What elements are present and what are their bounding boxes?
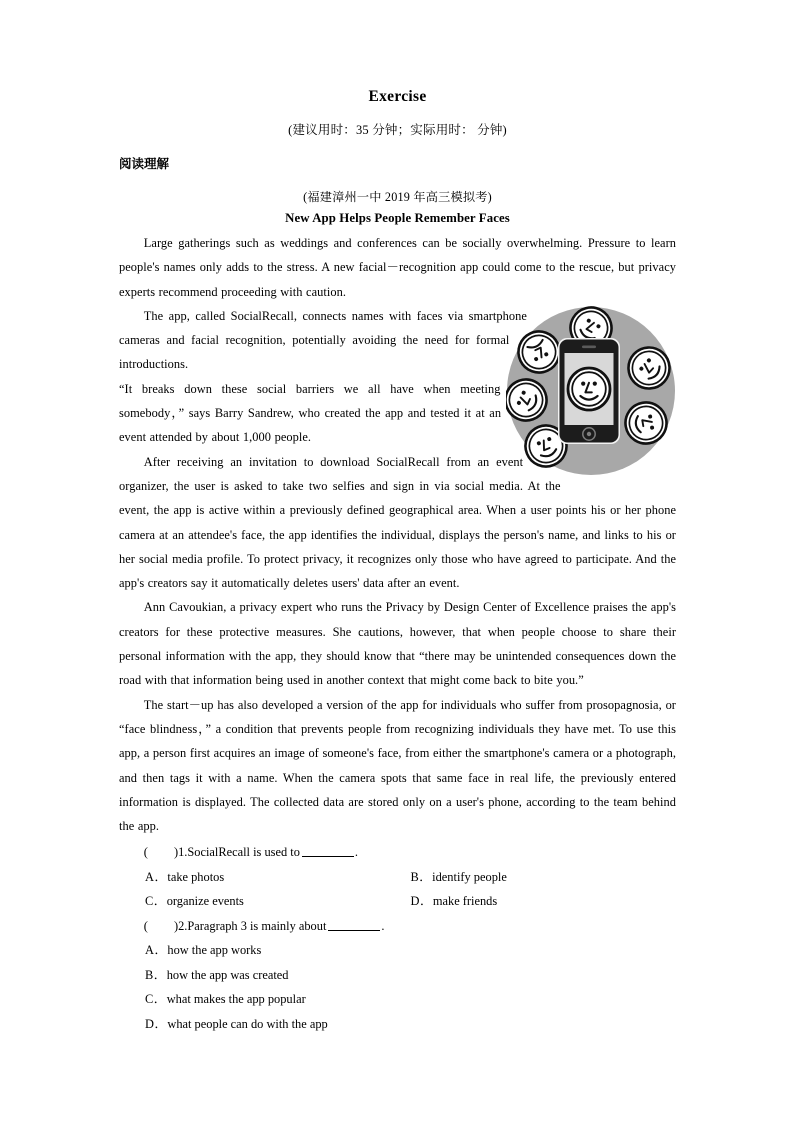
question-1-options-row-2: [119, 889, 676, 914]
paragraph-2: The app, called SocialRecall, connects names with faces via smartphone cameras and facial recognition, potentially avoiding the need for formal introductions.: [119, 308, 527, 372]
answer-bracket-open-1: (: [143, 845, 148, 860]
paragraph-6: The start－up has also developed a version of the app for individuals who suffer from prosopagnosia, or “face blindness，” a condition that prevents people from recognizing individuals they have met. To use this app, a person first acquires an image of someone's face, from either the smartphone's camera or a photograph, and then tags it with a name. When the camera spots that same face in real life, the previously entered information is displayed. The collected data are stored only on a user's phone, according to the team behind the app.: [119, 697, 676, 834]
smiley-face-on-screen: [568, 368, 610, 410]
option-key: B．: [145, 967, 167, 982]
question-1-option-d[interactable]: [411, 889, 676, 914]
exam-source-line: (福建漳州一中 2019 年高三模拟考): [303, 190, 492, 204]
page-title: Exercise: [368, 88, 427, 105]
facial-recognition-illustration: [506, 306, 676, 476]
question-1-option-b[interactable]: [411, 865, 676, 890]
document-content: [119, 88, 676, 1036]
option-key: D．: [145, 1016, 168, 1031]
illustration-svg: [506, 306, 676, 476]
question-2-text: Paragraph 3 is mainly about: [187, 918, 327, 933]
option-key: B．: [410, 869, 433, 884]
option-text: what people can do with the app: [167, 1016, 328, 1031]
answer-bracket-close-2: ): [173, 918, 179, 933]
option-key: C．: [145, 992, 167, 1007]
question-2-option-b[interactable]: [119, 963, 676, 988]
question-1-option-a[interactable]: [145, 865, 410, 890]
question-1-option-c[interactable]: [145, 889, 410, 914]
question-2-option-a[interactable]: [119, 938, 676, 963]
question-1-blank: [302, 844, 354, 857]
option-text: organize events: [166, 894, 244, 909]
phone-speaker: [582, 345, 596, 348]
question-2-stem: [119, 914, 676, 939]
answer-bracket-open-2: (: [143, 918, 148, 933]
question-2-option-d[interactable]: [119, 1012, 676, 1037]
option-text: how the app works: [167, 943, 262, 958]
paragraph-4: After receiving an invitation to download SocialRecall from an event organizer, the user is asked to take two selfies and sign in via social media. At the event, the app is active within a previously defined geographical area. When a user points his or her phone camera at an attendee's face, the app identifies the individual, displays the person's name, and links to his or her social media profile. To protect privacy, it recognizes only those who have agreed to participate. And the app's creators say it automatically deletes users' data after an event.: [119, 454, 676, 591]
section-label-reading-comprehension: 阅读理解: [119, 157, 170, 171]
article-title: New App Helps People Remember Faces: [285, 211, 510, 225]
question-1-number: 1.: [178, 845, 188, 860]
question-1-period: .: [354, 845, 359, 860]
option-text: what makes the app popular: [166, 992, 306, 1007]
question-1-text: SocialRecall is used to: [187, 845, 300, 860]
question-2-number: 2.: [178, 918, 188, 933]
option-key: A．: [145, 869, 168, 884]
answer-bracket-close-1: ): [173, 845, 179, 860]
option-text: take photos: [167, 869, 225, 884]
paragraph-3: “It breaks down these social barriers we all have when meeting somebody，” says Barry Sandrew, who created the app and tested it at an event attended by about 1,000 people.: [119, 381, 502, 445]
question-2-option-c[interactable]: [119, 987, 676, 1012]
suggested-time-line: (建议用时：35 分钟；实际用时： 分钟): [288, 123, 507, 137]
question-2-period: .: [381, 918, 385, 933]
question-1-options-row-1: [119, 865, 676, 890]
option-key: D．: [410, 894, 433, 909]
question-2-blank: [328, 918, 380, 931]
paragraph-5: Ann Cavoukian, a privacy expert who runs the Privacy by Design Center of Excellence praises the app's creators for these protective measures. She cautions, however, that when people choose to share their personal information with the app, they should know that “there may be unintended consequences down the road with that information being used in another context that might come back to bite you.”: [119, 600, 676, 688]
option-text: make friends: [432, 894, 498, 909]
question-1-stem: [119, 840, 676, 865]
option-key: C．: [145, 894, 167, 909]
smartphone: [558, 338, 620, 444]
paragraph-1: Large gatherings such as weddings and conferences can be socially overwhelming. Pressure to learn people's names only adds to the stress. A new facial－recognition app could come to the rescue, but privacy experts recommend proceeding with caution.: [119, 236, 676, 299]
option-key: A．: [145, 943, 168, 958]
questions-block: [119, 840, 676, 1036]
option-text: how the app was created: [166, 967, 289, 982]
option-text: identify people: [432, 869, 507, 884]
